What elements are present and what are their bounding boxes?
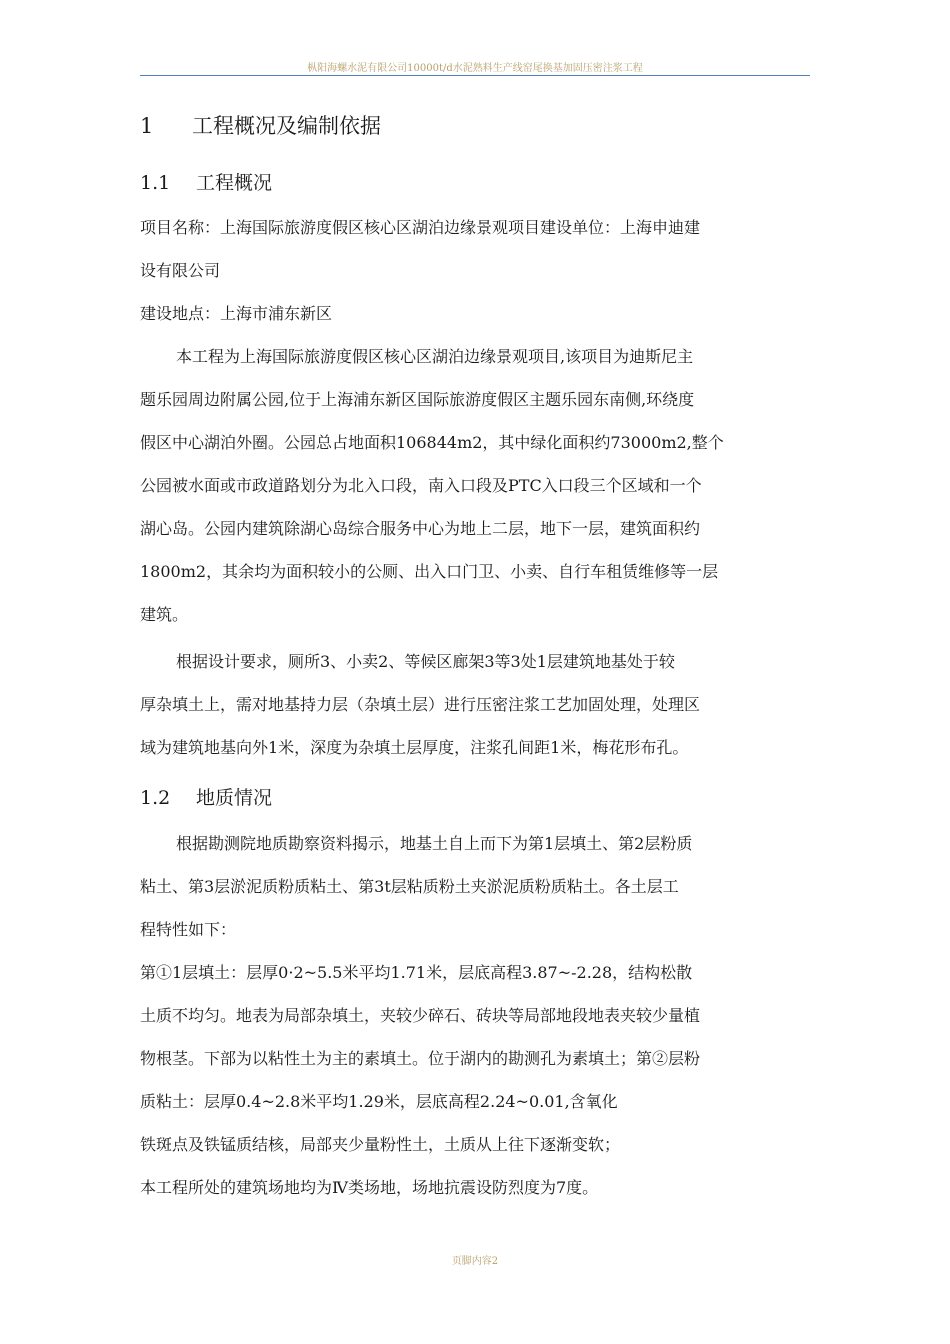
heading-title: 工程概况 (196, 172, 273, 194)
paragraph-line: 第①1层填土：层厚0·2~5.5米平均1.71米，层底高程3.87~-2.28，结构松散 (140, 963, 693, 982)
paragraph-line: 土质不均匀。地表为局部杂填土，夹较少碎石、砖块等局部地段地表夹较少量植 (140, 1006, 701, 1025)
page-header: 枞阳海螺水泥有限公司10000t/d水泥熟料生产线窑尾换基加固压密注浆工程 (307, 63, 643, 74)
heading-section-1 (140, 112, 381, 140)
project-location-line: 建设地点：上海市浦东新区 (140, 304, 333, 323)
paragraph-line: 质粘土：层厚0.4~2.8米平均1.29米，层底高程2.24~0.01,含氧化 (140, 1092, 618, 1111)
paragraph-line: 根据设计要求，厕所3、小卖2、等候区廊架3等3处1层建筑地基处于较 (176, 652, 675, 671)
page-footer: 页脚内容2 (451, 1256, 499, 1267)
paragraph-line: 公园被水面或市政道路划分为北入口段，南入口段及PTC入口段三个区域和一个 (140, 476, 702, 495)
paragraph-line: 湖心岛。公园内建筑除湖心岛综合服务中心为地上二层，地下一层，建筑面积约 (140, 519, 701, 538)
paragraph-line: 假区中心湖泊外圈。公园总占地面积106844m2，其中绿化面积约73000m2,整个 (140, 433, 724, 452)
paragraph-line: 域为建筑地基向外1米，深度为杂填土层厚度，注浆孔间距1米，梅花形布孔。 (140, 738, 689, 757)
header-divider (140, 75, 810, 76)
heading-section-1-1 (140, 170, 272, 196)
paragraph-line: 1800m2，其余均为面积较小的公厕、出入口门卫、小卖、自行车租赁维修等一层 (140, 562, 719, 581)
paragraph-line: 本工程为上海国际旅游度假区核心区湖泊边缘景观项目,该项目为迪斯尼主 (176, 347, 694, 366)
heading-number: 1.1 (140, 172, 171, 194)
heading-number: 1.2 (140, 787, 171, 809)
project-name-line-cont: 设有限公司 (140, 261, 221, 280)
paragraph-line: 铁斑点及铁锰质结核，局部夹少量粉性土，土质从上往下逐渐变软； (140, 1135, 621, 1154)
paragraph-line: 题乐园周边附属公园,位于上海浦东新区国际旅游度假区主题乐园东南侧,环绕度 (140, 390, 695, 409)
paragraph-line: 根据勘测院地质勘察资料揭示，地基土自上而下为第1层填土、第2层粉质 (176, 834, 693, 853)
project-name-line: 项目名称：上海国际旅游度假区核心区湖泊边缘景观项目建设单位：上海申迪建 (140, 218, 701, 237)
paragraph-line: 建筑。 (140, 605, 189, 624)
heading-number: 1 (140, 114, 154, 138)
paragraph-line: 厚杂填土上，需对地基持力层（杂填土层）进行压密注浆工艺加固处理，处理区 (140, 695, 701, 714)
paragraph-line: 粘土、第3层淤泥质粉质粘土、第3t层粘质粉土夹淤泥质粉质粘土。各土层工 (140, 877, 679, 896)
paragraph-line: 本工程所处的建筑场地均为Ⅳ类场地，场地抗震设防烈度为7度。 (140, 1178, 599, 1197)
paragraph-line: 程特性如下： (140, 920, 237, 939)
heading-title: 工程概况及编制依据 (192, 114, 381, 138)
paragraph-line: 物根茎。下部为以粘性土为主的素填土。位于湖内的勘测孔为素填土；第②层粉 (140, 1049, 701, 1068)
heading-section-1-2 (140, 785, 272, 811)
heading-title: 地质情况 (196, 787, 273, 809)
